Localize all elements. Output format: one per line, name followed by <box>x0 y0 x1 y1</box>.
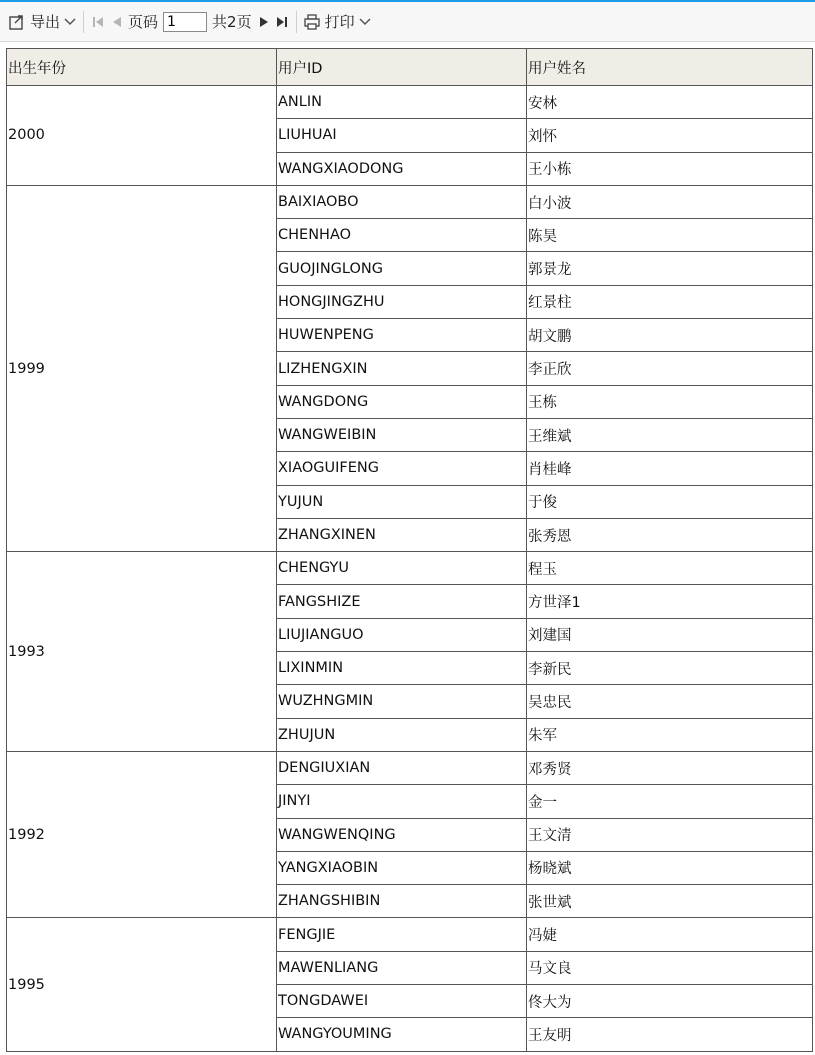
user-name-cell: 张世斌 <box>527 885 813 918</box>
user-name-cell: 白小波 <box>527 185 813 218</box>
toolbar-divider <box>83 11 84 33</box>
first-page-icon[interactable] <box>90 13 106 31</box>
user-name-cell: 刘建国 <box>527 618 813 651</box>
page-number-input[interactable] <box>163 12 207 32</box>
user-name-cell: 金一 <box>527 785 813 818</box>
printer-icon <box>303 13 321 31</box>
user-id-cell: FANGSHIZE <box>277 585 527 618</box>
user-id-cell: XIAOGUIFENG <box>277 452 527 485</box>
table-row <box>7 185 813 218</box>
column-header-user-name: 用户姓名 <box>527 49 813 86</box>
export-button[interactable] <box>8 9 77 35</box>
chevron-down-icon <box>63 13 77 31</box>
report-table <box>6 48 813 1052</box>
page-label: 页码 <box>128 13 159 31</box>
user-id-cell: BAIXIAOBO <box>277 185 527 218</box>
user-name-cell: 邓秀贤 <box>527 751 813 784</box>
user-name-cell: 郭景龙 <box>527 252 813 285</box>
user-name-cell: 李新民 <box>527 652 813 685</box>
user-id-cell: CHENHAO <box>277 219 527 252</box>
user-name-cell: 安林 <box>527 86 813 119</box>
user-id-cell: CHENGYU <box>277 552 527 585</box>
export-label: 导出 <box>30 13 61 31</box>
user-id-cell: FENGJIE <box>277 918 527 951</box>
user-name-cell: 冯婕 <box>527 918 813 951</box>
chevron-down-icon <box>358 13 372 31</box>
user-id-cell: ZHANGXINEN <box>277 518 527 551</box>
user-id-cell: MAWENLIANG <box>277 951 527 984</box>
birth-year-cell: 1993 <box>7 552 277 752</box>
user-name-cell: 李正欣 <box>527 352 813 385</box>
user-id-cell: LIUJIANGUO <box>277 618 527 651</box>
user-name-cell: 朱军 <box>527 718 813 751</box>
user-id-cell: ZHUJUN <box>277 718 527 751</box>
user-name-cell: 陈昊 <box>527 219 813 252</box>
user-id-cell: WANGWENQING <box>277 818 527 851</box>
user-name-cell: 杨晓斌 <box>527 851 813 884</box>
birth-year-cell: 1995 <box>7 918 277 1051</box>
user-id-cell: WANGXIAODONG <box>277 152 527 185</box>
user-name-cell: 王维斌 <box>527 418 813 451</box>
user-id-cell: LIUHUAI <box>277 119 527 152</box>
user-id-cell: HUWENPENG <box>277 319 527 352</box>
user-id-cell: JINYI <box>277 785 527 818</box>
user-name-cell: 肖桂峰 <box>527 452 813 485</box>
user-name-cell: 吴忠民 <box>527 685 813 718</box>
user-name-cell: 红景柱 <box>527 285 813 318</box>
table-header-row <box>7 49 813 86</box>
user-id-cell: LIXINMIN <box>277 652 527 685</box>
user-name-cell: 王文清 <box>527 818 813 851</box>
birth-year-cell: 1992 <box>7 751 277 917</box>
user-id-cell: HONGJINGZHU <box>277 285 527 318</box>
user-name-cell: 王栋 <box>527 385 813 418</box>
user-id-cell: YUJUN <box>277 485 527 518</box>
user-name-cell: 马文良 <box>527 951 813 984</box>
table-row <box>7 918 813 951</box>
user-id-cell: ANLIN <box>277 86 527 119</box>
table-row <box>7 751 813 784</box>
print-button[interactable] <box>303 9 372 35</box>
last-page-icon[interactable] <box>274 13 290 31</box>
table-body <box>7 86 813 1052</box>
user-id-cell: YANGXIAOBIN <box>277 851 527 884</box>
user-name-cell: 方世泽1 <box>527 585 813 618</box>
user-id-cell: LIZHENGXIN <box>277 352 527 385</box>
column-header-user-id: 用户ID <box>277 49 527 86</box>
user-id-cell: WANGDONG <box>277 385 527 418</box>
report-table-container <box>6 48 812 1052</box>
user-name-cell: 刘怀 <box>527 119 813 152</box>
birth-year-cell: 2000 <box>7 86 277 186</box>
user-id-cell: WANGWEIBIN <box>277 418 527 451</box>
user-name-cell: 张秀恩 <box>527 518 813 551</box>
user-name-cell: 程玉 <box>527 552 813 585</box>
toolbar-divider <box>296 11 297 33</box>
user-name-cell: 于俊 <box>527 485 813 518</box>
next-page-icon[interactable] <box>256 13 272 31</box>
previous-page-icon[interactable] <box>109 13 125 31</box>
user-id-cell: TONGDAWEI <box>277 985 527 1018</box>
user-name-cell: 胡文鹏 <box>527 319 813 352</box>
user-id-cell: WANGYOUMING <box>277 1018 527 1051</box>
table-row <box>7 552 813 585</box>
user-name-cell: 佟大为 <box>527 985 813 1018</box>
user-name-cell: 王小栋 <box>527 152 813 185</box>
report-toolbar <box>0 0 815 42</box>
user-name-cell: 王友明 <box>527 1018 813 1051</box>
export-icon <box>8 13 26 31</box>
total-pages-label: 共2页 <box>212 13 252 31</box>
print-label: 打印 <box>324 13 355 31</box>
user-id-cell: GUOJINGLONG <box>277 252 527 285</box>
table-row <box>7 86 813 119</box>
user-id-cell: WUZHNGMIN <box>277 685 527 718</box>
user-id-cell: ZHANGSHIBIN <box>277 885 527 918</box>
user-id-cell: DENGIUXIAN <box>277 751 527 784</box>
column-header-birth-year: 出生年份 <box>7 49 277 86</box>
birth-year-cell: 1999 <box>7 185 277 551</box>
